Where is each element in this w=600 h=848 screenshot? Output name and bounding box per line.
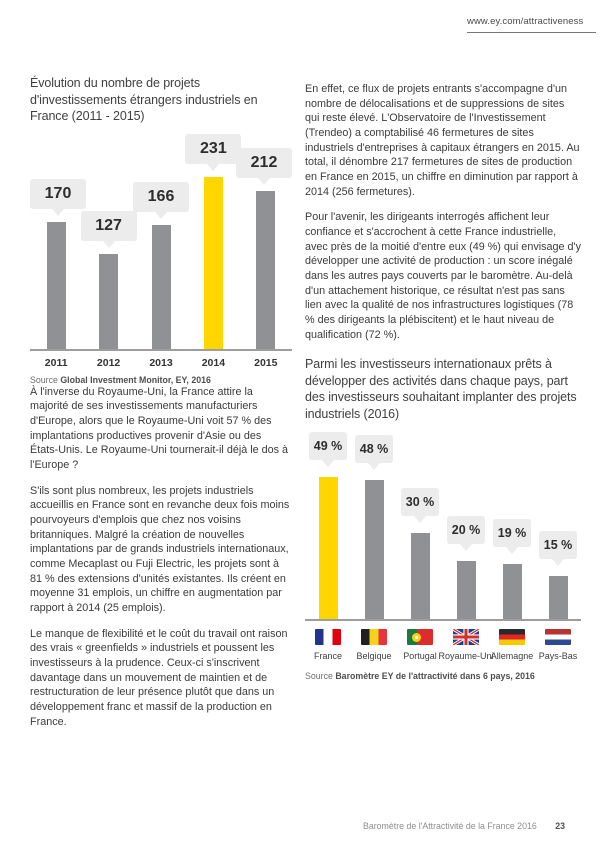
bar-2014 (204, 177, 223, 349)
value-callout-2015: 212 (236, 148, 292, 178)
source-prefix: Source (30, 374, 58, 385)
source-text: Baromètre EY de l'attractivité dans 6 pays, 2016 (335, 671, 535, 682)
source-prefix: Source (305, 671, 333, 682)
value-callout-2012: 127 (81, 211, 137, 241)
portugal-flag-icon (407, 629, 433, 645)
axis-label-2015: 2015 (254, 356, 278, 369)
country-labels-row (305, 651, 581, 662)
bar-Royaume-Uni (457, 561, 476, 619)
projects-evolution-bar-chart (30, 133, 292, 351)
belgium-flag-icon (361, 629, 387, 645)
bar-Allemagne (503, 564, 522, 619)
country-flags-row (305, 629, 581, 645)
value-callout-2013: 166 (133, 182, 189, 212)
investors-by-country-bar-chart (305, 430, 581, 621)
right-chart-source (305, 671, 581, 681)
footer-title: Baromètre de l'Attractivité de la France 2016 (362, 821, 537, 831)
paragraph-uk-comparison: À l'inverse du Royaume-Uni, la France attire la majorité de ses investissements manufacturiers d'Europe, alors que le Royaume-Uni voit 57 % des implantations productives provenir d'Asie ou des États-Unis. Le Royaume-Uni tournerait-il déjà le dos à l'Europe ? (30, 385, 289, 471)
bar-2015 (256, 191, 275, 349)
country-label-France: France (313, 651, 343, 662)
bar-Portugal (411, 533, 430, 620)
germany-flag-icon (499, 629, 525, 645)
page-footer (363, 821, 565, 831)
value-callout-Pays-Bas: 15 % (539, 531, 577, 559)
value-callout-2014: 231 (185, 134, 241, 164)
right-column (305, 82, 581, 681)
paragraph-confidence: Pour l'avenir, les dirigeants interrogés affichent leur confiance et s'accrochent à cette France industrielle, avec près de la moitié d'entre eux (49 %) qui envisage d'y développer une activité de production : un score inégalé dans les autres pays couverts par le baromètre. Au-delà d'un attachement historique, ce résultat n'est pas sans lien avec la qualité de nos infrastructures logistiques (78 % des dirigeants la plébiscitent) et le haut niveau de qualification (72 %). (305, 211, 581, 341)
country-label-Belgique: Belgique (356, 651, 392, 662)
country-label-Portugal: Portugal (403, 651, 437, 662)
netherlands-flag-icon (545, 629, 571, 645)
axis-label-2013: 2013 (149, 356, 173, 369)
uk-flag-icon (453, 629, 479, 645)
value-callout-France: 49 % (309, 432, 347, 460)
bar-2012 (99, 254, 118, 349)
country-label-Royaume-Uni: Royaume-Uni (438, 651, 494, 662)
axis-label-2011: 2011 (44, 356, 68, 369)
france-flag-icon (315, 629, 341, 645)
left-column (30, 75, 292, 740)
country-label-Allemagne: Allemagne (490, 651, 534, 662)
bar-2013 (152, 225, 171, 349)
value-callout-Allemagne: 19 % (493, 519, 531, 547)
bar-Pays-Bas (549, 576, 568, 620)
value-callout-Royaume-Uni: 20 % (447, 516, 485, 544)
bar-2011 (47, 222, 66, 349)
bar-Belgique (365, 480, 384, 619)
page-number: 23 (555, 821, 565, 831)
year-axis-labels (30, 357, 292, 370)
bar-France (319, 477, 338, 619)
axis-label-2014: 2014 (201, 356, 226, 369)
header-url: www.ey.com/attractiveness (467, 16, 596, 33)
value-callout-2011: 170 (30, 179, 86, 209)
paragraph-jobs: S'ils sont plus nombreux, les projets industriels accueillis en France sont en revanche deux fois moins pourvoyeurs d'emplois que chez nos voisins britanniques. Malgré la création de nouvelles implantations par de grands industriels internationaux, comme Mecaplast ou Fuji Electric, les projets sont à 81 % des extensions d'unités existantes. Ils créent en moyenne 31 emplois, un chiffre en augmentation par rapport à 2014 (25 emplois). (30, 484, 290, 614)
left-chart-title: Évolution du nombre de projets d'investissements étrangers industriels en France (2011 - 2015) (30, 76, 258, 123)
country-label-Pays-Bas: Pays-Bas (538, 651, 578, 662)
axis-label-2012: 2012 (96, 356, 121, 369)
paragraph-flexibility: Le manque de flexibilité et le coût du travail ont raison des vrais « greenfields » industriels et poussent les investisseurs à la prudence. Ceux-ci s'inscrivent davantage dans un mouvement de maintien et de restructuration de leur présence plutôt que dans un développement franc et massif de la production en France. (30, 627, 288, 728)
paragraph-closures: En effet, ce flux de projets entrants s'accompagne d'un nombre de délocalisations et de suppressions de sites qui reste élevé. L'Observatoire de l'Investissement (Trendeo) a comptabilisé 46 fermetures de sites industriels d'entreprises à capitaux étrangers en 2015. Au total, il dénombre 217 fermetures de sites de production en France en 2015, un chiffre en diminution par rapport à 2014 (256 fermetures). (305, 83, 580, 198)
value-callout-Belgique: 48 % (355, 435, 393, 463)
left-chart-source (30, 375, 292, 385)
right-chart-title: Parmi les investisseurs internationaux prêts à développer des activités dans chaque pays, part des investisseurs souhaitant implanter des projets industriels (2016) (305, 357, 577, 421)
value-callout-Portugal: 30 % (401, 488, 439, 516)
source-text: Global Investment Monitor, EY, 2016 (60, 374, 211, 385)
